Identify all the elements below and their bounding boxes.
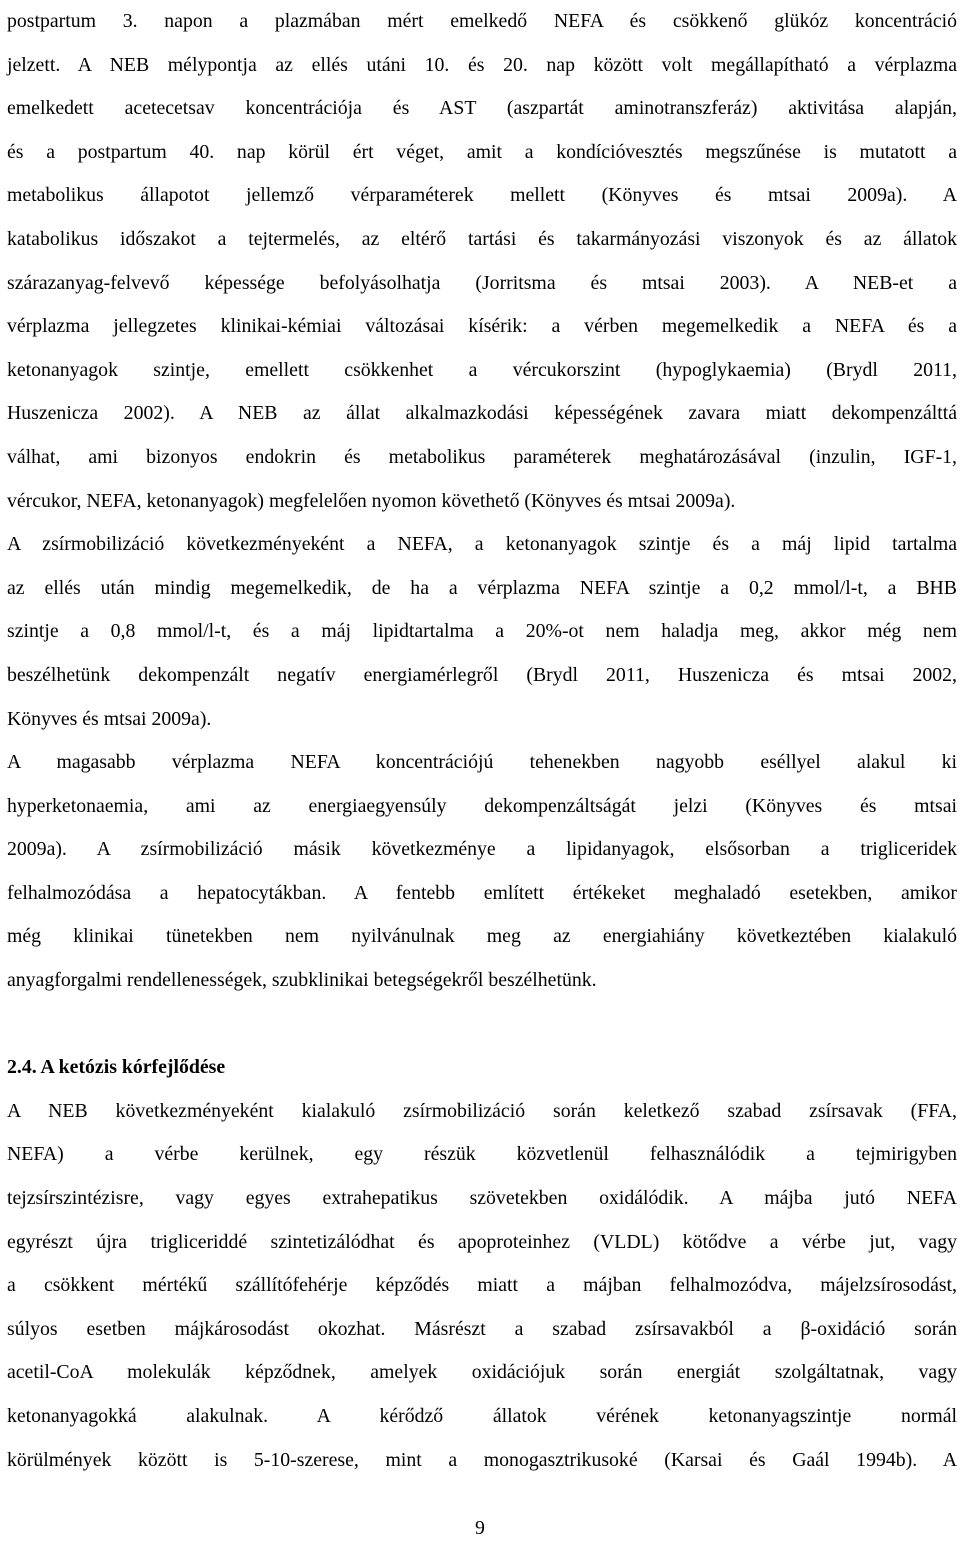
text-line: súlyos esetben májkárosodást okozhat. Másrészt a szabad zsírsavakból a β-oxidáció során [7,1317,957,1340]
text-line: 2009a). A zsírmobilizáció másik következménye a lipidanyagok, elsősorban a trigliceridek [7,838,957,861]
text-line: vércukor, NEFA, ketonanyagok) megfelelően nyomon követhető (Könyves és mtsai 2009a). [7,489,736,512]
text-line: Huszenicza 2002). A NEB az állat alkalmazkodási képességének zavara miatt dekompenzálttá [7,402,957,425]
text-line: katabolikus időszakot a tejtermelés, az eltérő tartási és takarmányozási viszonyok és az állatok [7,227,957,250]
text-line: ketonanyagokká alakulnak. A kérődző állatok vérének ketonanyagszintje normál [7,1405,957,1427]
text-line: NEFA) a vérbe kerülnek, egy részük közvetlenül felhasználódik a tejmirigyben [7,1143,957,1166]
text-line: A NEB következményeként kialakuló zsírmobilizáció során keletkező szabad zsírsavak (FFA, [7,1099,957,1122]
text-line: Könyves és mtsai 2009a). [7,707,212,730]
text-line: A zsírmobilizáció következményeként a NEFA, a ketonanyagok szintje és a máj lipid tartalma [7,533,957,556]
text-line: emelkedett acetecetsav koncentrációja és AST (aszpartát aminotranszferáz) aktivitása alapján, [7,97,957,120]
text-line: szintje a 0,8 mmol/l-t, és a máj lipidtartalma a 20%-ot nem haladja meg, akkor még nem [7,620,957,643]
text-line: és a postpartum 40. nap körül ért véget, amit a kondícióvesztés megszűnése is mutatott a [7,140,957,163]
text-line: vérplazma jellegzetes klinikai-kémiai változásai kísérik: a vérben megemelkedik a NEFA és a [7,315,957,338]
text-line: jelzett. A NEB mélypontja az ellés utáni 10. és 20. nap között volt megállapítható a vérplazma [7,53,957,76]
text-line: felhalmozódása a hepatocytákban. A fentebb említett értékeket meghaladó esetekben, amikor [7,881,957,904]
text-line: válhat, ami bizonyos endokrin és metabolikus paraméterek meghatározásával (inzulin, IGF-1, [7,445,957,468]
text-line: az ellés után mindig megemelkedik, de ha a vérplazma NEFA szintje a 0,2 mmol/l-t, a BHB [7,576,957,599]
paragraph-3 [7,741,957,1003]
text-line: szárazanyag-felvevő képessége befolyásolhatja (Jorritsma és mtsai 2003). A NEB-et a [7,271,957,294]
text-line: a csökkent mértékű szállítófehérje képződés miatt a májban felhalmozódva, májelzsírosodást, [7,1274,957,1297]
blank-line [7,1003,957,1047]
document-page [7,0,957,1482]
text-line: acetil-CoA molekulák képződnek, amelyek oxidációjuk során energiát szolgáltatnak, vagy [7,1361,957,1384]
section-heading: 2.4. A ketózis kórfejlődése [7,1056,226,1079]
page-number: 9 [475,1517,485,1539]
paragraph-2 [7,523,957,741]
text-line: metabolikus állapotot jellemző vérparaméterek mellett (Könyves és mtsai 2009a). A [7,184,957,207]
text-line: ketonanyagok szintje, emellett csökkenhet a vércukorszint (hypoglykaemia) (Brydl 2011, [7,358,957,381]
text-line: hyperketonaemia, ami az energiaegyensúly dekompenzáltságát jelzi (Könyves és mtsai [7,794,957,817]
paragraph-1 [7,0,957,523]
text-line: postpartum 3. napon a plazmában mért emelkedő NEFA és csökkenő glükóz koncentráció [7,10,957,32]
text-line: A magasabb vérplazma NEFA koncentrációjú tehenekben nagyobb eséllyel alakul ki [7,751,957,774]
text-line: tejzsírszintézisre, vagy egyes extrahepatikus szövetekben oxidálódik. A májba jutó NEFA [7,1187,957,1210]
text-line: körülmények között is 5-10-szerese, mint a monogasztrikusoké (Karsai és Gaál 1994b). A [7,1448,957,1471]
text-line: anyagforgalmi rendellenességek, szubklinikai betegségekről beszélhetünk. [7,969,597,992]
text-line: beszélhetünk dekompenzált negatív energiamérlegről (Brydl 2011, Huszenicza és mtsai 2002, [7,663,957,686]
text-line: még klinikai tünetekben nem nyilvánulnak meg az energiahiány következtében kialakuló [7,925,957,948]
text-line: egyrészt újra trigliceriddé szintetizálódhat és apoproteinhez (VLDL) kötődve a vérbe jut, vagy [7,1230,957,1253]
paragraph-4 [7,1090,957,1482]
